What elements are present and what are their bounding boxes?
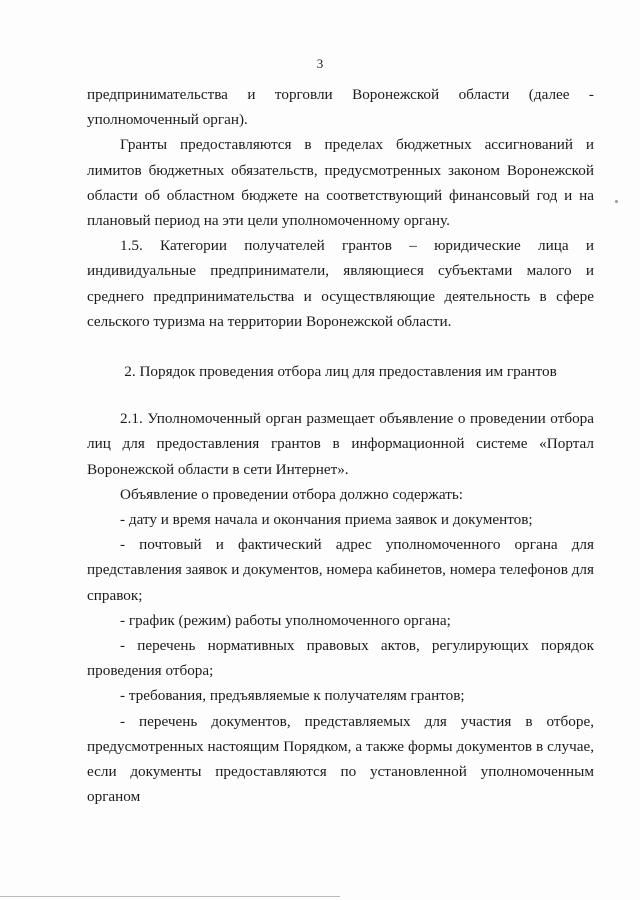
list-item-address: - почтовый и фактический адрес уполномоченного органа для представления заявок и документов, номера кабинетов, номера телефонов для справок; [87,536,594,604]
list-item-requirements: - требования, предъявляемые к получателям грантов; [120,687,465,705]
list-item-schedule: - график (режим) работы уполномоченного органа; [120,611,451,629]
list-item-documents: - перечень документов, представляемых для участия в отборе, предусмотренных настоящим Порядком, а также формы документов в случае, если документы предоставляются по установленной уполномоченным органом [87,712,594,806]
paragraph-announcement: 2.1. Уполномоченный орган размещает объявление о проведении отбора лиц для предоставления грантов в информационной системе «Портал Воронежской области в сети Интернет». [87,410,594,478]
list-item-dates: - дату и время начала и окончания приема заявок и документов; [120,511,533,529]
paragraph-recipient-categories: 1.5. Категории получателей грантов – юридические лица и индивидуальные предприниматели, являющиеся субъектами малого и среднего предпринимательства и осуществляющие деятельность в сфере сельского туризма на территории Воронежской области. [87,237,594,330]
paragraph-announcement-contents: Объявление о проведении отбора должно содержать: [120,485,463,503]
document-body [87,82,594,809]
page-number: 3 [316,56,324,71]
section-heading: 2. Порядок проведения отбора лиц для предоставления им грантов [124,363,557,381]
paragraph-continuation: предпринимательства и торговли Воронежской области (далее - уполномоченный орган). [87,86,594,129]
paragraph-grants-budget: Гранты предоставляются в пределах бюджетных ассигнований и лимитов бюджетных обязательств, предусмотренных законом Воронежской области об областном бюджете на соответствующий финансовый год и на плановый период на эти цели уполномоченному органу. [87,136,594,230]
scan-edge-line [0,896,340,900]
scan-speck [615,200,618,203]
list-item-legal-acts: - перечень нормативных правовых актов, регулирующих порядок проведения отбора; [87,637,594,680]
